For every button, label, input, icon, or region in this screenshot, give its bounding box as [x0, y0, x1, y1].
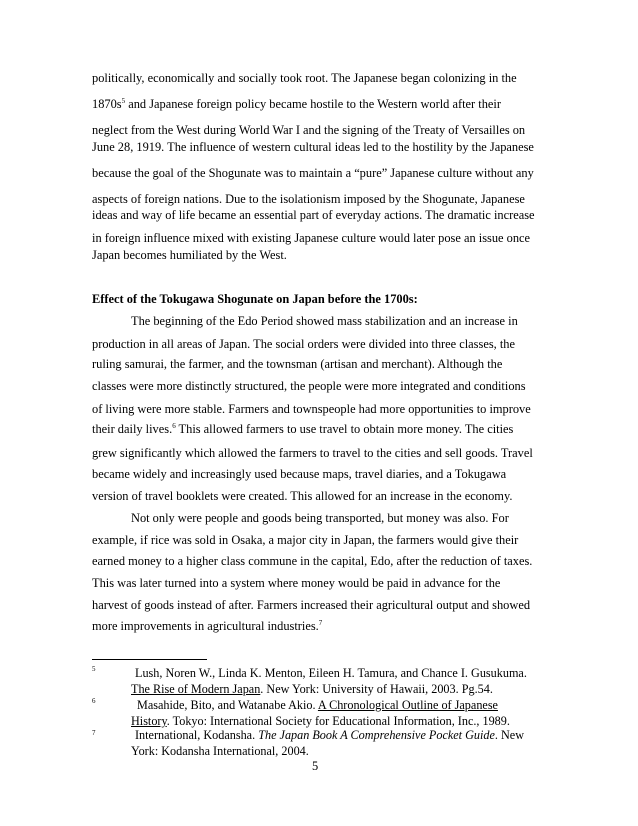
footnote-line: International, Kodansha. The Japan Book A Comprehensive Pocket Guide. New — [135, 728, 525, 742]
footnote-line: Masahide, Bito, and Watanabe Akio. A Chronological Outline of Japanese — [137, 698, 498, 712]
body-line: ruling samurai, the farmer, and the townsman (artisan and merchant). Although the — [92, 357, 503, 371]
footnote-ref: 5 — [121, 96, 126, 105]
footnote-ref: 7 — [318, 618, 323, 627]
body-line: example, if rice was sold in Osaka, a major city in Japan, the farmers would give their — [92, 533, 519, 547]
body-line: Not only were people and goods being transported, but money was also. For — [131, 511, 509, 525]
body-line: production in all areas of Japan. The social orders were divided into three classes, the — [92, 337, 515, 351]
footnote-number: 6 — [92, 697, 96, 705]
body-line: June 28, 1919. The influence of western cultural ideas led to the hostility by the Japanese — [92, 140, 534, 154]
section-heading: Effect of the Tokugawa Shogunate on Japan before the 1700s: — [92, 292, 418, 306]
body-line: $1870s^5$ and Japanese foreign policy became hostile to the Western world after their — [92, 96, 501, 111]
body-line: harvest of goods instead of after. Farmers increased their agricultural output and showed — [92, 598, 531, 612]
body-line: ideas and way of life became an essential part of everyday actions. The dramatic increase — [92, 208, 535, 222]
body-line: their daily lives.$^6$ This allowed farmers to use travel to obtain more money. The cities — [92, 421, 514, 436]
page-number: 5 — [312, 759, 319, 773]
body-line: grew significantly which allowed the farmers to travel to the cities and sell goods. Travel — [92, 446, 533, 460]
footnote-number: 7 — [92, 729, 96, 737]
body-line: became widely and increasingly used because maps, travel diaries, and a Tokugawa — [92, 467, 507, 481]
citation-title: History — [131, 714, 167, 728]
body-line: more improvements in agricultural industries.$^7$ — [92, 618, 323, 633]
footnote-line: Lush, Noren W., Linda K. Menton, Eileen H. Tamura, and Chance I. Gusukuma. — [135, 666, 527, 680]
citation-title: The Rise of Modern Japan — [131, 682, 261, 696]
footnote-line: York: Kodansha International, 2004. — [131, 744, 309, 758]
body-line: earned money to a higher class commune in the capital, Edo, after the reduction of taxes. — [92, 554, 533, 568]
footnote-separator — [92, 659, 207, 660]
body-line: This was later turned into a system where money would be paid in advance for the — [92, 576, 501, 590]
citation-title: The Japan Book A Comprehensive Pocket Guide — [258, 728, 495, 742]
footnote-line: The Rise of Modern Japan. New York: University of Hawaii, 2003. Pg.54. — [131, 682, 493, 696]
footnote-ref: 6 — [172, 421, 176, 430]
citation-title: A Chronological Outline of Japanese — [317, 698, 498, 712]
body-line: aspects of foreign nations. Due to the isolationism imposed by the Shogunate, Japanese — [92, 192, 525, 206]
body-line: Japan becomes humiliated by the West. — [92, 248, 287, 262]
footnote-number: 5 — [92, 665, 96, 673]
body-line: The beginning of the Edo Period showed mass stabilization and an increase in — [131, 314, 518, 328]
body-line: in foreign influence mixed with existing Japanese culture would later pose an issue once — [92, 231, 531, 245]
body-line: because the goal of the Shogunate was to maintain a “pure” Japanese culture without any — [92, 166, 534, 180]
body-line: politically, economically and socially took root. The Japanese began colonizing in the — [92, 71, 517, 85]
body-line: classes were more distinctly structured, the people were more integrated and conditions — [92, 379, 526, 393]
body-line: neglect from the West during World War I and the signing of the Treaty of Versailles on — [92, 123, 526, 137]
footnote-line: History. Tokyo: International Society for Educational Information, Inc., 1989. — [131, 714, 510, 728]
body-line: of living were more stable. Farmers and townspeople had more opportunities to improve — [92, 402, 531, 416]
body-line: version of travel booklets were created. This allowed for an increase in the economy. — [92, 489, 513, 503]
